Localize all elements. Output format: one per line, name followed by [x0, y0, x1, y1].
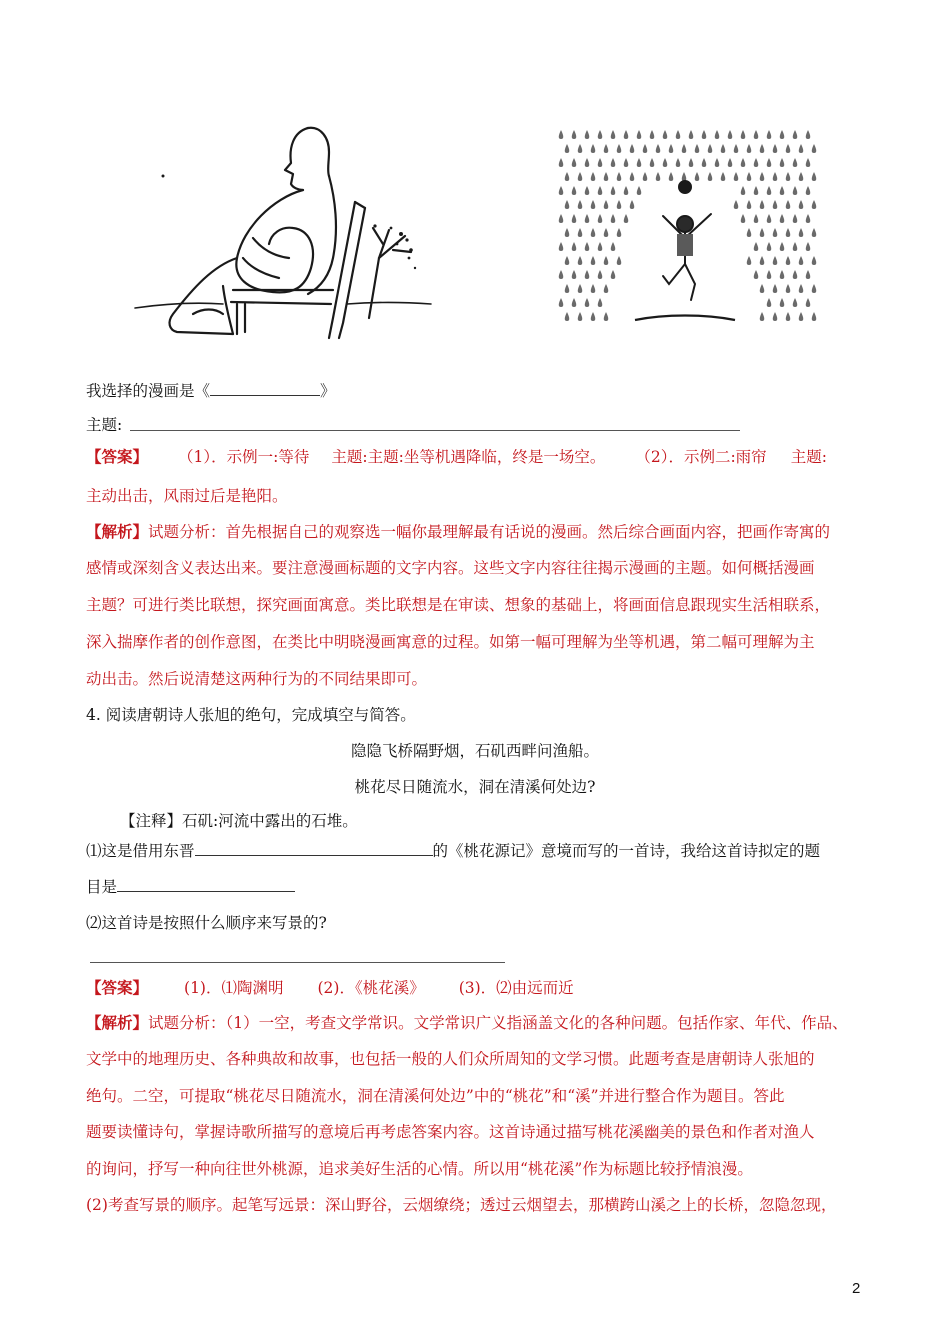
rain-drop	[767, 158, 772, 167]
rain-drop	[754, 214, 759, 223]
rain-drop	[786, 312, 791, 321]
rain-drop	[806, 186, 811, 195]
choice-suffix: 》	[320, 382, 336, 400]
rain-drop	[806, 214, 811, 223]
rain-drop	[598, 186, 603, 195]
rain-drop	[806, 158, 811, 167]
rain-drop	[767, 130, 772, 139]
rain-drop	[656, 172, 661, 181]
analysis2-line1	[86, 1012, 848, 1034]
rain-drop	[611, 158, 616, 167]
rain-drop	[572, 158, 577, 167]
rain-drop	[663, 158, 668, 167]
rain-drop	[799, 228, 804, 237]
waiting-man-comic	[133, 118, 433, 344]
rain-drop	[630, 172, 635, 181]
rain-drop	[565, 312, 570, 321]
rain-drop	[767, 186, 772, 195]
rain-drop	[767, 298, 772, 307]
rain-drop	[812, 284, 817, 293]
rain-drop	[585, 158, 590, 167]
rain-drop	[780, 158, 785, 167]
rain-drop	[591, 144, 596, 153]
poem-line-2: 桃花尽日随流水，洞在清溪何处边?	[354, 778, 596, 796]
rain-drop	[598, 158, 603, 167]
rain-drop	[578, 228, 583, 237]
rain-drop	[611, 242, 616, 251]
choice-blank[interactable]	[210, 381, 320, 396]
rain-drop	[591, 228, 596, 237]
rain-drop	[754, 158, 759, 167]
rain-drop	[773, 144, 778, 153]
rain-drop	[578, 144, 583, 153]
rain-drop	[695, 172, 700, 181]
answer2-line	[86, 977, 574, 999]
rain-drop	[806, 298, 811, 307]
rain-drop	[604, 312, 609, 321]
rain-drop	[747, 228, 752, 237]
answer1-p1-num: （1）．	[178, 448, 227, 466]
rain-drop	[572, 186, 577, 195]
rain-drop	[760, 228, 765, 237]
analysis2-line2: 文学中的地理历史、各种典故和故事，也包括一般的人们众所周知的文学习惯。此题考查是唐朝诗人张旭的	[86, 1050, 815, 1068]
rain-drop	[591, 256, 596, 265]
answer2-item-2: (2)．《桃花溪》	[317, 979, 425, 997]
rain-drop	[572, 214, 577, 223]
rain-drop	[611, 186, 616, 195]
rain-drop	[721, 172, 726, 181]
rain-drop	[793, 158, 798, 167]
rain-drop	[617, 172, 622, 181]
rain-drop	[676, 158, 681, 167]
rain-drop	[812, 312, 817, 321]
rain-drop	[773, 200, 778, 209]
rain-drop	[786, 228, 791, 237]
rain-drop	[799, 284, 804, 293]
rain-drop	[793, 298, 798, 307]
rain-drop	[604, 284, 609, 293]
answer1-p1-theme: 主题:主题:坐等机遇降临，终是一场空。	[331, 448, 606, 466]
rain-drop	[682, 144, 687, 153]
subquestion-1	[86, 840, 820, 862]
rain-drop	[780, 186, 785, 195]
rain-drop	[643, 172, 648, 181]
rain-drop	[799, 200, 804, 209]
rain-drop	[559, 214, 564, 223]
rain-drop	[565, 256, 570, 265]
theme-label: 主题:	[86, 416, 123, 434]
rain-drop	[780, 130, 785, 139]
rain-drop	[754, 242, 759, 251]
rain-drop	[643, 144, 648, 153]
rain-drop	[760, 172, 765, 181]
rain-drop	[617, 144, 622, 153]
subquestion-1-cont	[86, 876, 295, 898]
rain-drop	[617, 200, 622, 209]
rain-drop	[812, 144, 817, 153]
rain-drop	[741, 158, 746, 167]
rain-drop	[630, 144, 635, 153]
rain-drop	[604, 228, 609, 237]
rain-drop	[799, 312, 804, 321]
rain-drop	[604, 144, 609, 153]
choice-prefix: 我选择的漫画是《	[86, 382, 211, 400]
rain-drop	[604, 200, 609, 209]
rain-drop	[624, 186, 629, 195]
rain-drop	[559, 242, 564, 251]
rain-drop	[565, 200, 570, 209]
rain-drop	[799, 256, 804, 265]
rain-drop	[780, 242, 785, 251]
rain-drop	[565, 172, 570, 181]
answer1-tag: 【答案】	[86, 447, 149, 466]
rain-drop	[598, 298, 603, 307]
rain-drop	[689, 158, 694, 167]
rain-drop	[559, 158, 564, 167]
poem-line-1: 隐隐飞桥隔野烟，石矶西畔问渔船。	[350, 742, 599, 760]
rain-drop	[565, 284, 570, 293]
rain-drop	[760, 284, 765, 293]
rain-drop	[572, 130, 577, 139]
analysis1-text: 试题分析：首先根据自己的观察选一幅你最理解最有话说的漫画。然后综合画面内容，把画作寄寓的	[148, 523, 831, 541]
rain-drop	[702, 158, 707, 167]
rain-drop	[611, 214, 616, 223]
rain-drop	[695, 144, 700, 153]
rain-drop	[572, 298, 577, 307]
sub2-answer-blank[interactable]	[90, 962, 505, 963]
rain-drop	[734, 200, 739, 209]
rain-drop	[669, 144, 674, 153]
rain-drop	[578, 312, 583, 321]
rain-drop	[773, 312, 778, 321]
rain-drop	[747, 200, 752, 209]
rain-drop	[728, 158, 733, 167]
rain-drop	[650, 158, 655, 167]
rain-drop	[598, 270, 603, 279]
rain-drop	[624, 130, 629, 139]
rain-drop	[611, 270, 616, 279]
poem-note: 【注释】石矶:河流中露出的石堆。	[120, 812, 358, 830]
rain-drop	[786, 200, 791, 209]
rain-drop	[728, 130, 733, 139]
rain-drop	[786, 256, 791, 265]
title-blank[interactable]	[117, 877, 295, 892]
comic-choice-line	[86, 380, 336, 402]
rain-drop	[767, 214, 772, 223]
page-number: 2	[852, 1280, 861, 1297]
rain-drop	[617, 228, 622, 237]
rain-drop	[565, 228, 570, 237]
rain-drop	[578, 256, 583, 265]
rain-drop	[754, 186, 759, 195]
rain-drop	[786, 144, 791, 153]
rain-drop	[812, 200, 817, 209]
rain-drop	[708, 144, 713, 153]
rain-drop	[734, 172, 739, 181]
rain-drop	[682, 172, 687, 181]
rain-drop	[689, 130, 694, 139]
rain-drop	[715, 158, 720, 167]
theme-blank[interactable]	[130, 430, 740, 431]
rain-drop	[585, 242, 590, 251]
rain-drop	[721, 144, 726, 153]
answer1-p2-num: （2）．	[635, 448, 684, 466]
rain-drop	[624, 214, 629, 223]
rain-drop	[773, 172, 778, 181]
rain-drop	[585, 270, 590, 279]
rain-drop	[741, 130, 746, 139]
rain-drop	[604, 172, 609, 181]
question4-title: 4. 阅读唐朝诗人张旭的绝句，完成填空与简答。	[86, 706, 416, 724]
rain-drop	[780, 270, 785, 279]
rain-drop	[591, 312, 596, 321]
rain-drop	[773, 284, 778, 293]
rain-drop	[767, 242, 772, 251]
analysis1-line5: 动出击。然后说清楚这两种行为的不同结果即可。	[86, 670, 428, 688]
analysis1-line4: 深入揣摩作者的创作意图，在类比中明晓漫画寓意的过程。如第一幅可理解为坐等机遇，第二幅可理解为主	[86, 633, 815, 651]
rain-drop	[598, 130, 603, 139]
rain-drop	[812, 172, 817, 181]
rain-drop	[793, 242, 798, 251]
rain-drop	[812, 228, 817, 237]
rain-drop	[572, 242, 577, 251]
rain-drop	[806, 270, 811, 279]
rain-drop	[565, 144, 570, 153]
rain-drop	[559, 130, 564, 139]
rain-drop	[747, 172, 752, 181]
answer2-item-3: (3)．⑵由远而近	[458, 979, 574, 997]
sub1-text-c: 目是	[86, 878, 118, 896]
rain-drop	[598, 242, 603, 251]
answer1-line2: 主动出击，风雨过后是艳阳。	[86, 487, 288, 505]
rain-drop	[578, 284, 583, 293]
rain-curtain-comic	[555, 124, 825, 336]
rain-drop	[617, 256, 622, 265]
rain-drop	[676, 130, 681, 139]
rain-drop	[656, 144, 661, 153]
rain-drop	[559, 186, 564, 195]
rain-drop	[578, 200, 583, 209]
rain-drop	[715, 130, 720, 139]
rain-drop	[747, 144, 752, 153]
analysis2-first: 试题分析：（1）一空，考查文学常识。文学常识广义指涵盖文化的各种问题。包括作家、年代、作品、	[148, 1014, 848, 1032]
analysis2-line4: 题要读懂诗句，掌握诗歌所描写的意境后再考虑答案内容。这首诗通过描写桃花溪幽美的景色和作者对渔人	[86, 1123, 815, 1141]
rain-curtain-drawing	[555, 124, 825, 336]
rain-drop	[624, 158, 629, 167]
analysis1-tag: 【解析】	[86, 522, 149, 541]
rain-drop	[786, 172, 791, 181]
rain-drop	[793, 186, 798, 195]
rain-drop	[708, 172, 713, 181]
answer2-tag: 【答案】	[86, 978, 149, 997]
rain-drop	[799, 144, 804, 153]
rain-drop	[585, 298, 590, 307]
rain-drop	[760, 144, 765, 153]
rain-drop	[591, 200, 596, 209]
rain-drop	[598, 214, 603, 223]
rain-drop	[559, 298, 564, 307]
rain-drop	[793, 214, 798, 223]
rain-drop	[806, 130, 811, 139]
rain-drop	[591, 284, 596, 293]
rain-drop	[780, 298, 785, 307]
rain-drop	[611, 130, 616, 139]
rain-drop	[793, 270, 798, 279]
rain-drop	[630, 200, 635, 209]
sub1-text-b: 的《桃花源记》意境而写的一首诗，我给这首诗拟定的题	[432, 842, 821, 860]
rain-drop	[754, 130, 759, 139]
rain-drop	[747, 256, 752, 265]
rain-drop	[812, 256, 817, 265]
analysis2-line6: (2)考查写景的顺序。起笔写远景：深山野谷，云烟缭绕；透过云烟望去，那横跨山溪之上的长桥，忽隐忽现，	[86, 1196, 837, 1214]
author-blank[interactable]	[195, 841, 433, 856]
theme-line	[86, 414, 122, 436]
answer1-p2-example: 示例二:雨帘	[683, 448, 767, 466]
rain-drop	[773, 228, 778, 237]
rain-drop	[760, 200, 765, 209]
rain-drop	[799, 172, 804, 181]
rain-drop	[637, 186, 642, 195]
rain-drop	[585, 130, 590, 139]
analysis2-line3: 绝句。二空，可提取“桃花尽日随流水，洞在清溪何处边”中的“桃花”和“溪”并进行整合作为题目。答此	[86, 1087, 785, 1105]
rain-drop	[754, 270, 759, 279]
rain-drop	[767, 270, 772, 279]
answer2-item-1: (1)．⑴陶渊明	[184, 979, 284, 997]
analysis1-line3: 主题？可进行类比联想，探究画面寓意。类比联想是在审读、想象的基础上，将画面信息跟现实生活相联系，	[86, 596, 831, 614]
rain-drop	[585, 214, 590, 223]
rain-drop	[559, 270, 564, 279]
rain-drop	[806, 242, 811, 251]
waiting-man-drawing	[133, 118, 433, 344]
rain-drop	[773, 256, 778, 265]
analysis1-line2: 感情或深刻含义表达出来。要注意漫画标题的文字内容。这些文字内容往往揭示漫画的主题。如何概括漫画	[86, 559, 815, 577]
rain-drop	[585, 186, 590, 195]
answer1-p2-theme: 主题:	[790, 448, 827, 466]
sub1-text-a: ⑴这是借用东晋	[86, 842, 195, 860]
rain-drop	[741, 186, 746, 195]
analysis2-tag: 【解析】	[86, 1013, 149, 1032]
answer1-p1-example: 示例一:等待	[226, 448, 310, 466]
rain-drop	[702, 130, 707, 139]
rain-drop	[760, 312, 765, 321]
rain-drop	[604, 256, 609, 265]
rain-drop	[780, 214, 785, 223]
rain-drop	[786, 284, 791, 293]
rain-drop	[734, 144, 739, 153]
analysis2-line5: 的询问，抒写一种向往世外桃源，追求美好生活的心情。所以用“桃花溪”作为标题比较抒情浪漫。	[86, 1160, 753, 1178]
rain-drop	[578, 172, 583, 181]
rain-drop	[591, 172, 596, 181]
rain-drop	[760, 256, 765, 265]
analysis1-line1	[86, 521, 830, 543]
rain-drop	[793, 130, 798, 139]
answer1-line1	[86, 446, 827, 468]
rain-drop	[669, 172, 674, 181]
rain-drop	[637, 130, 642, 139]
rain-drop	[572, 270, 577, 279]
rain-drop	[663, 130, 668, 139]
subquestion-2: ⑵这首诗是按照什么顺序来写景的?	[86, 914, 327, 932]
rain-drop	[741, 214, 746, 223]
rain-drop	[637, 158, 642, 167]
rain-drop	[650, 130, 655, 139]
